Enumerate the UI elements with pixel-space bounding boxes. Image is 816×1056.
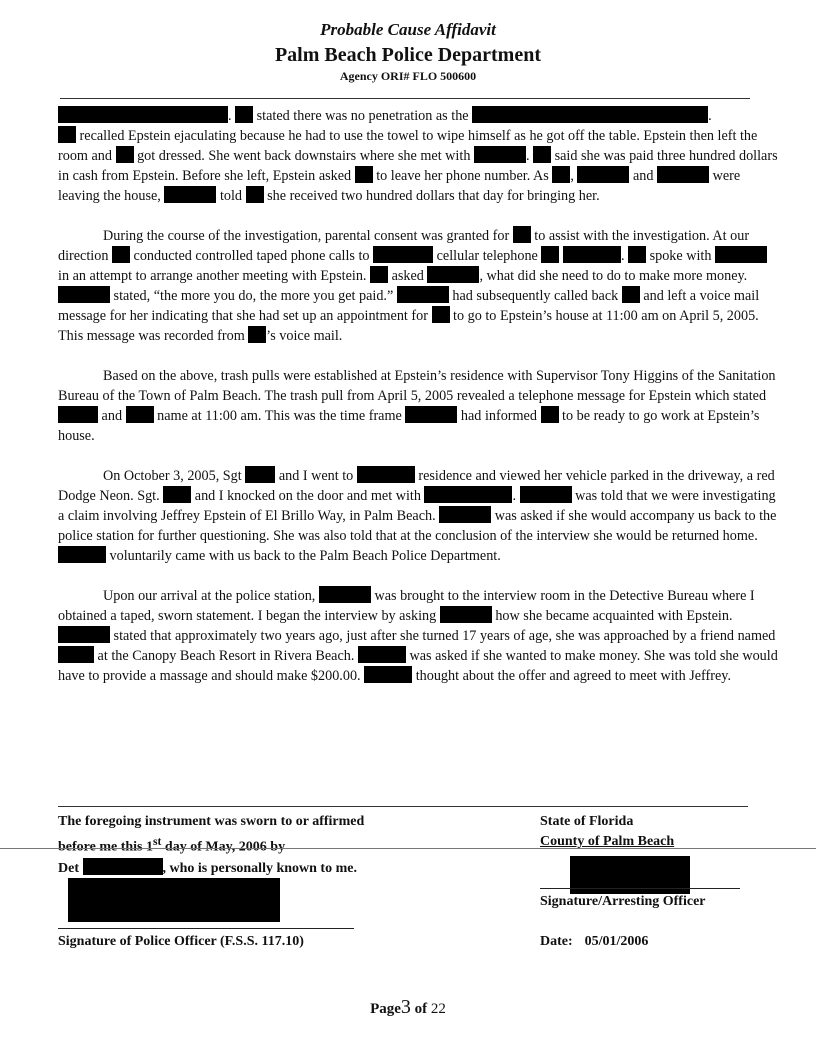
text-run: residence and viewed her vehicle parked in the driveway, a red Dodge Neon. Sgt. (58, 468, 775, 504)
redaction (628, 246, 646, 263)
text-run: were leaving the house, (58, 168, 741, 204)
det-prefix: Det (58, 860, 79, 876)
document-header (0, 20, 816, 84)
arresting-signature-line (540, 888, 740, 889)
sworn-statement (58, 812, 364, 879)
date-field (540, 934, 648, 950)
redaction (358, 646, 406, 663)
text-run: how she became acquainted with Epstein. (495, 608, 733, 624)
date-label: Date: (540, 934, 573, 949)
redaction (432, 306, 450, 323)
text-run: Based on the above, trash pulls were established at Epstein’s residence with Supervisor Tony Higgins of the Sanitation Bureau of the Town of Palm Beach. The trash pull from April 5, 2005 revealed a telephone message for Epstein which stated (58, 368, 776, 404)
redaction (370, 266, 388, 283)
redaction (427, 266, 479, 283)
affidavit-body (58, 106, 780, 706)
redaction (520, 486, 572, 503)
text-run: she received two hundred dollars that day for bringing her. (267, 188, 600, 204)
redaction (355, 166, 373, 183)
redaction (657, 166, 709, 183)
redaction (58, 106, 228, 123)
county-label: County of Palm Beach (540, 834, 675, 849)
text-run: recalled Epstein ejaculating because he had to use the towel to wipe himself as he got off the table. Epstein then left the room and (58, 128, 758, 164)
redaction (513, 226, 531, 243)
text-run: and I went to (278, 468, 354, 484)
text-run: spoke with (649, 248, 712, 264)
redaction (246, 186, 264, 203)
redaction (424, 486, 512, 503)
sworn-line-1: The foregoing instrument was sworn to or affirmed (58, 814, 365, 829)
text-run: was asked if she would accompany us back to the police station for further questioning. She was also told that at the conclusion of the interview she would be returned home. (58, 508, 777, 544)
state-label: State of Florida (540, 814, 634, 829)
agency-ori: Agency ORI# FLO 500600 (339, 69, 477, 83)
page-number: 3 (400, 996, 411, 1018)
redaction (533, 146, 551, 163)
redaction (245, 466, 275, 483)
text-run: asked (391, 268, 424, 284)
paragraph-5 (58, 586, 780, 686)
total-pages: 22 (430, 1001, 446, 1017)
text-run: day of May, 2006 by (161, 839, 286, 855)
paragraph-4: On October 3, 2005, Sgt and I went to residence and viewed her vehicle parked in the driveway, a red Dodge Neon. Sgt. and I knocked on the door and met with . was told that we were investigating a claim involving Jeffrey Epstein of El Brillo Way, in Palm Beach. was asked if she would accompany us back to the police station for further questioning. She was also told that at the conclusion of the interview she would be returned home. voluntarily came with us back to the Palm Beach Police Department. (58, 468, 777, 564)
top-rule (60, 98, 750, 99)
paragraph-2: During the course of the investigation, parental consent was granted for to assist with the investigation. At our direction conducted controlled taped phone calls to cellular telephone . spoke with in an attempt to arrange another meeting with Epstein. asked , what did she need to do to make more money. stated, “the more you do, the more you get paid.” had subsequently called back and left a voice mail message for her indicating that she had set up an appointment for to go to Epstein’s house at 11:00 am on April 5, 2005. This message was recorded from ’s voice mail. (58, 226, 780, 346)
text-run: said she was paid three hundred dollars in cash from Epstein. Before she left, Epstein asked (58, 148, 778, 184)
redaction (58, 626, 110, 643)
redaction (58, 406, 98, 423)
redaction (112, 246, 130, 263)
text-run: voluntarily came with us back to the Palm Beach Police Department. (109, 548, 501, 564)
redaction (541, 406, 559, 423)
text-run: had subsequently called back (452, 288, 619, 304)
text-run: and (632, 168, 654, 184)
redaction (440, 606, 492, 623)
text-run: Upon our arrival at the police station, (103, 588, 316, 604)
text-run: name at 11:00 am. This was the time frame (157, 408, 402, 424)
text-run: ’s voice mail. (266, 328, 343, 344)
redaction (164, 186, 216, 203)
redaction (58, 546, 106, 563)
text-run: in an attempt to arrange another meeting with Epstein. (58, 268, 367, 284)
sworn-line-3 (58, 858, 364, 879)
redaction (577, 166, 629, 183)
sworn-line-2 (58, 832, 364, 858)
text-run: what did she need to do to make more money. (486, 268, 748, 284)
text-run: stated that approximately two years ago, just after she turned 17 years of age, she was approached by a friend named (113, 628, 776, 644)
text-run: got dressed. She went back downstairs where she met with (137, 148, 471, 164)
date-value: 05/01/2006 (584, 934, 649, 949)
department-name: Palm Beach Police Department (274, 44, 542, 66)
text-run: On October 3, 2005, Sgt (103, 468, 242, 484)
redaction (58, 646, 94, 663)
officer-signature-label: Signature of Police Officer (F.S.S. 117.10) (58, 934, 304, 949)
text-run: and left a voice mail message for her indicating that she had set up an appointment for (58, 288, 760, 324)
redaction (373, 246, 433, 263)
text-run: During the course of the investigation, parental consent was granted for (103, 228, 510, 244)
redaction (58, 126, 76, 143)
redaction (552, 166, 570, 183)
text-run: was brought to the interview room in the Detective Bureau where I obtained a taped, sworn statement. I began the interview by asking (58, 588, 755, 624)
redaction (563, 246, 621, 263)
redaction (83, 858, 163, 875)
text-run: and I knocked on the door and met with (194, 488, 421, 504)
paragraph-3 (58, 366, 780, 446)
redaction (405, 406, 457, 423)
text-run: thought about the offer and agreed to meet with Jeffrey. (415, 668, 731, 684)
det-suffix: , who is personally known to me. (162, 860, 357, 876)
redaction (116, 146, 134, 163)
redaction (248, 326, 266, 343)
text-run: was told that we were investigating a claim involving Jeffrey Epstein of El Brillo Way, in Palm Beach. (58, 488, 776, 524)
text-run: told (219, 188, 243, 204)
page-word: Page (370, 1001, 401, 1017)
text-run: was asked if she wanted to make money. She was told she would have to provide a massage and should make $200.00. (58, 648, 778, 684)
scan-artifact-line (0, 848, 816, 849)
redaction (715, 246, 767, 263)
jurisdiction-block (540, 812, 674, 852)
text-run: had informed (460, 408, 537, 424)
redaction (126, 406, 154, 423)
redaction (474, 146, 526, 163)
text-run: to go to Epstein’s house at 11:00 am on April 5, 2005. This message was recorded from (58, 308, 759, 344)
text-run: stated there was no penetration as the (256, 108, 469, 124)
officer-signature-line (58, 928, 354, 929)
text-run: and (101, 408, 123, 424)
text-run: to leave her phone number. As (376, 168, 549, 184)
text-run: before me this 1 (58, 839, 153, 855)
of-word: of (414, 1001, 428, 1017)
redaction (364, 666, 412, 683)
text-run: to be ready to go work at Epstein’s house. (58, 408, 760, 444)
redacted-signature-officer (68, 878, 280, 922)
redaction (622, 286, 640, 303)
redaction (357, 466, 415, 483)
redaction (58, 286, 110, 303)
text-run: conducted controlled taped phone calls to (133, 248, 370, 264)
redaction (235, 106, 253, 123)
redaction (163, 486, 191, 503)
redaction (319, 586, 371, 603)
ordinal-suffix: st (153, 835, 162, 848)
text-run: at the Canopy Beach Resort in Rivera Beach. (97, 648, 355, 664)
text-run: cellular telephone (436, 248, 538, 264)
redaction (541, 246, 559, 263)
signature-section-rule (58, 806, 748, 807)
redaction (439, 506, 491, 523)
paragraph-1: . stated there was no penetration as the . recalled Epstein ejaculating because he had to use the towel to wipe himself as he got off the table. Epstein then left the room and got dressed. She went back downstairs where she met with . said she was paid three hundred dollars in cash from Epstein. Before she left, Epstein asked to leave her phone number. As , and were leaving the house, told she received two hundred dollars that day for bringing her. (58, 108, 778, 204)
redaction (472, 106, 708, 123)
text-run: to assist with the investigation. At our direction (58, 228, 750, 264)
text-run: stated, “the more you do, the more you get paid.” (113, 288, 394, 304)
arresting-signature-label: Signature/Arresting Officer (540, 894, 706, 909)
page-footer (0, 996, 816, 1019)
redaction (397, 286, 449, 303)
document-type: Probable Cause Affidavit (320, 20, 496, 39)
